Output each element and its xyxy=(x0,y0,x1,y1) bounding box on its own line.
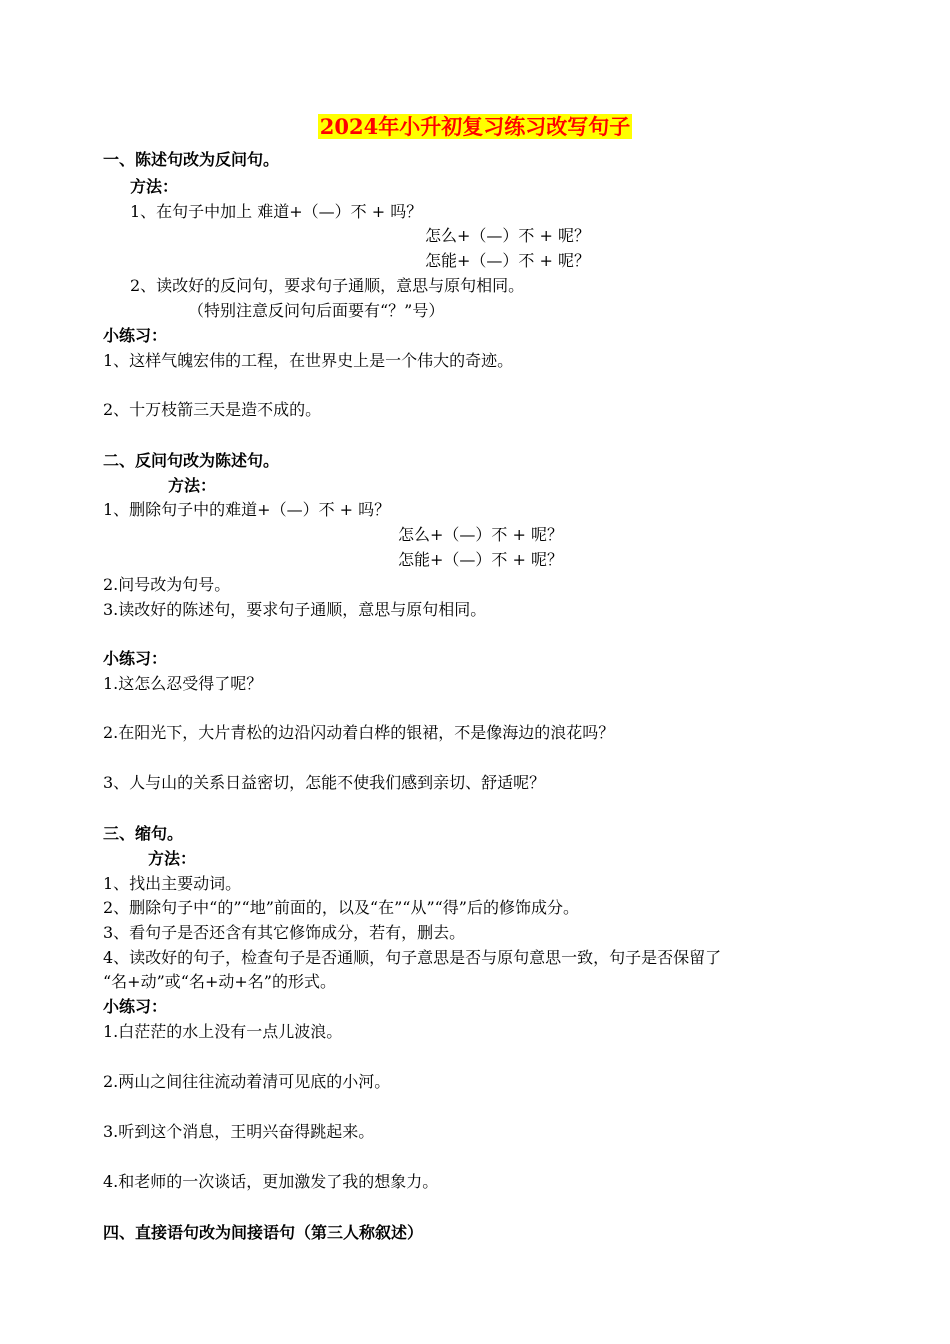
section-2-method-label: 方法： xyxy=(168,476,217,495)
section-3-method-4b: “名+动”或“名+动+名”的形式。 xyxy=(103,972,336,991)
section-2-heading: 二、反问句改为陈述句。 xyxy=(103,451,280,470)
section-1-heading: 一、陈述句改为反问句。 xyxy=(103,150,280,169)
section-1-method-note: （特别注意反问句后面要有“？”号） xyxy=(188,301,445,320)
section-3-practice-1: 1.白茫茫的水上没有一点儿波浪。 xyxy=(103,1022,343,1041)
section-3-practice-2: 2.两山之间往往流动着清可见底的小河。 xyxy=(103,1072,391,1091)
section-3-practice-3: 3.听到这个消息，王明兴奋得跳起来。 xyxy=(103,1122,375,1141)
section-3-practice-label: 小练习： xyxy=(103,997,168,1016)
section-3-method-4: 4、读改好的句子，检查句子是否通顺，句子意思是否与原句意思一致，句子是否保留了 xyxy=(103,948,722,967)
section-3-method-label: 方法： xyxy=(148,849,197,868)
title-text: 2024年小升初复习练习改写句子 xyxy=(319,114,631,139)
section-2-method-1: 1、删除句子中的难道+（—）不 + 吗？ xyxy=(103,500,391,519)
section-3-method-2: 2、删除句子中“的”“地”前面的，以及“在”“从”“得”后的修饰成分。 xyxy=(103,898,579,917)
section-1-practice-label: 小练习： xyxy=(103,326,168,345)
section-2-practice-2: 2.在阳光下，大片青松的边沿闪动着白桦的银裙，不是像海边的浪花吗？ xyxy=(103,723,615,742)
section-2-method-1b: 怎么+（—）不 + 呢？ xyxy=(398,525,563,544)
page-title xyxy=(0,113,950,141)
section-1-practice-2: 2、十万枝箭三天是造不成的。 xyxy=(103,400,322,419)
section-3-practice-4: 4.和老师的一次谈话，更加激发了我的想象力。 xyxy=(103,1172,439,1191)
section-3-heading: 三、缩句。 xyxy=(103,824,184,843)
section-3-method-1: 1、找出主要动词。 xyxy=(103,874,242,893)
section-2-practice-1: 1.这怎么忍受得了呢？ xyxy=(103,674,263,693)
section-1-method-2: 2、读改好的反问句，要求句子通顺，意思与原句相同。 xyxy=(130,276,525,295)
section-2-method-2: 2.问号改为句号。 xyxy=(103,575,231,594)
section-1-method-label: 方法： xyxy=(130,177,179,196)
section-4-heading: 四、直接语句改为间接语句（第三人称叙述） xyxy=(103,1223,424,1242)
section-3-method-3: 3、看句子是否还含有其它修饰成分，若有，删去。 xyxy=(103,923,466,942)
section-2-method-1c: 怎能+（—）不 + 呢？ xyxy=(398,550,563,569)
section-2-practice-label: 小练习： xyxy=(103,649,168,668)
section-1-practice-1: 1、这样气魄宏伟的工程，在世界史上是一个伟大的奇迹。 xyxy=(103,351,514,370)
section-1-method-1: 1、在句子中加上 难道+（—）不 + 吗？ xyxy=(130,202,423,221)
section-1-method-1c: 怎能+（—）不 + 呢？ xyxy=(425,251,590,270)
section-2-method-3: 3.读改好的陈述句，要求句子通顺，意思与原句相同。 xyxy=(103,600,487,619)
section-1-method-1b: 怎么+（—）不 + 呢？ xyxy=(425,226,590,245)
section-2-practice-3: 3、人与山的关系日益密切，怎能不使我们感到亲切、舒适呢？ xyxy=(103,773,546,792)
